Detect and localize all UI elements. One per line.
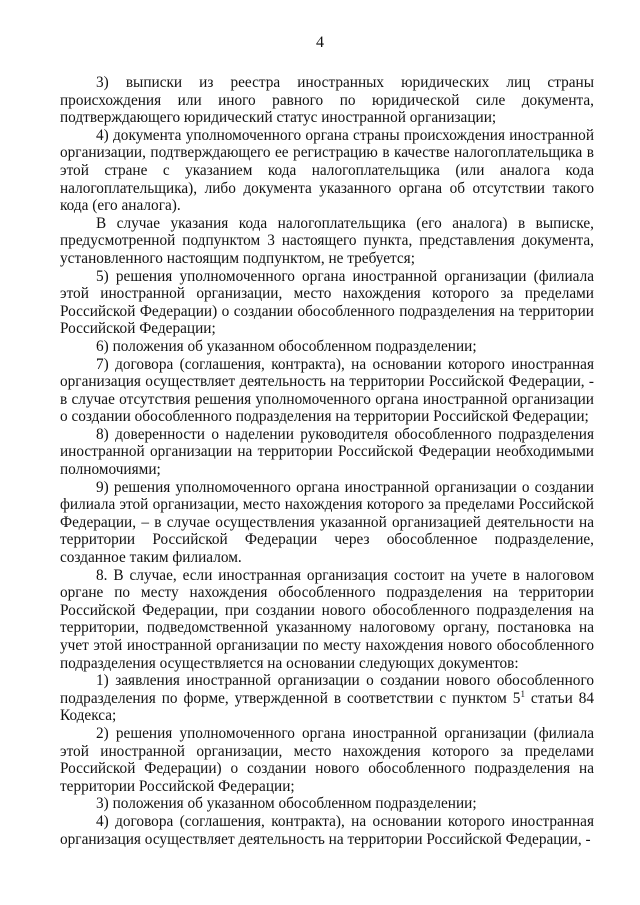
paragraph-sub-2-decision: 2) решения уполномоченного органа иностранной организации (филиала этой иностранной организации, место нахождения которого за пределами Российской Федерации) о создании нового обособленного подразделения на территории Российской Федерации; — [60, 724, 594, 795]
superscript: 1 — [520, 688, 525, 699]
paragraph-item-4-taxpayer-registration: 4) документа уполномоченного органа страны происхождения иностранной организации, подтверждающего ее регистрацию в качестве налогоплательщика в этой стране с указанием кода налогоплательщика (или аналога кода налогоплательщика), либо документа указанного органа об отсутствии такого кода (его аналога). — [60, 126, 594, 215]
paragraph-item-7-contract: 7) договора (соглашения, контракта), на основании которого иностранная организация осуществляет деятельность на территории Российской Федерации, - в случае отсутствия решения уполномоченного органа иностранной организации о создании обособленного подразделения на территории Российской Федерации; — [60, 355, 594, 426]
document-body — [60, 74, 594, 848]
paragraph-text: статьи 84 Кодекса; — [60, 689, 594, 725]
page-number: 4 — [316, 34, 324, 51]
paragraph-sub-4-contract: 4) договора (соглашения, контракта), на основании которого иностранная организация осуществляет деятельность на территории Российской Федерации, - — [60, 812, 594, 848]
paragraph-sub-1-application — [60, 672, 594, 725]
paragraph-item-5-decision: 5) решения уполномоченного органа иностранной организации (филиала этой иностранной организации, место нахождения которого за пределами Российской Федерации) о создании обособленного подразделения на территории Российской Федерации; — [60, 267, 594, 338]
paragraph-item-3-registry-extract: 3) выписки из реестра иностранных юридических лиц страны происхождения или иного равного по юридической силе документа, подтверждающего юридический статус иностранной организации; — [60, 74, 594, 127]
paragraph-item-8-power-of-attorney: 8) доверенности о наделении руководителя обособленного подразделения иностранной организации на территории Российской Федерации необходимыми полномочиями; — [60, 425, 594, 479]
paragraph-sub-3-regulation: 3) положения об указанном обособленном подразделении; — [96, 795, 477, 813]
paragraph-taxpayer-code-note: В случае указания кода налогоплательщика (его аналога) в выписке, предусмотренной подпунктом 3 настоящего пункта, представления документа, установленного настоящим подпунктом, не требуется; — [60, 214, 594, 267]
paragraph-text: 1) заявления иностранной организации о создании нового обособленного подразделения по форме, утвержденной в соответствии с пунктом 5 — [60, 672, 594, 707]
paragraph-clause-8: 8. В случае, если иностранная организация состоит на учете в налоговом органе по месту нахождения обособленного подразделения на территории Российской Федерации, при создании нового обособленного подразделения на территории, подведомственной указанному налоговому органу, постановка на учет этой иностранной организации по месту нахождения нового обособленного подразделения осуществляется на основании следующих документов: — [60, 566, 594, 672]
paragraph-item-6-regulation: 6) положения об указанном обособленном подразделении; — [96, 337, 477, 355]
paragraph-item-9-branch-decision: 9) решения уполномоченного органа иностранной организации о создании филиала этой организации, место нахождения которого за пределами Российской Федерации, – в случае осуществления указанной организацией деятельности на территории Российской Федерации через обособленное подразделение, созданное таким филиалом. — [60, 478, 594, 567]
